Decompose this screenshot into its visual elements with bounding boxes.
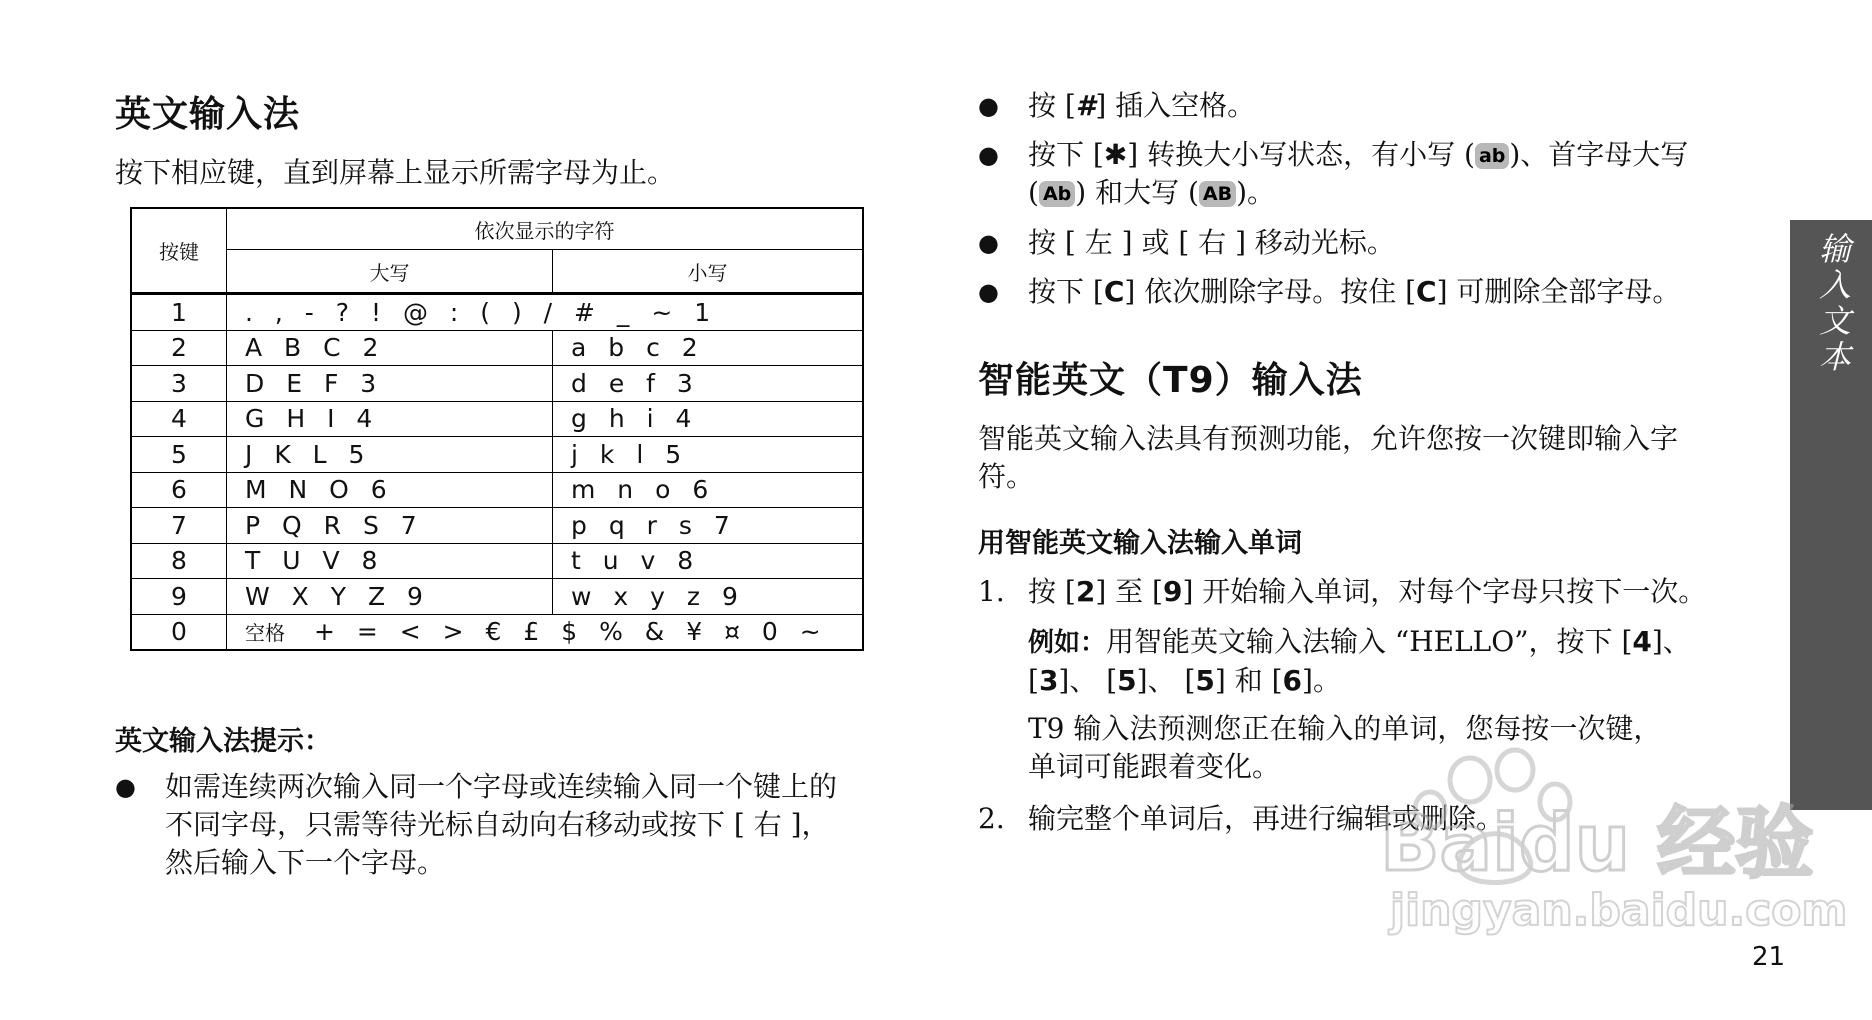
text: )。	[1236, 176, 1276, 209]
english-input-intro: 按下相应键，直到屏幕上显示所需字母为止。	[115, 156, 676, 189]
key: 5	[1117, 664, 1137, 697]
table-row	[131, 579, 863, 615]
text: ]、 [	[1136, 664, 1196, 697]
table-cell-lower: m n o 6	[553, 472, 864, 508]
text: ) 和大写 (	[1075, 176, 1199, 209]
bullet-delete	[978, 273, 1680, 311]
table-row	[131, 472, 863, 508]
table-cell-key: 7	[131, 508, 227, 544]
symbol-chars: + = < > € £ $ % & ¥ ¤ 0 ~	[313, 617, 828, 647]
section-heading-t9	[978, 352, 1363, 403]
text: 智能英文输入法具有预测功能，允许您按一次键即输入字	[978, 422, 1679, 455]
key: 9	[1162, 575, 1183, 608]
text: 智能英文（	[978, 360, 1164, 401]
text: T9 输入法预测您正在输入的单词，您每按一次键，	[1028, 712, 1662, 745]
table-row	[131, 366, 863, 402]
text: 按 [	[1028, 575, 1076, 608]
section-heading-english-input: 英文输入法	[115, 94, 301, 135]
table-cell-lower: g h i 4	[553, 401, 864, 437]
step-1	[978, 573, 1778, 611]
table-row	[131, 543, 863, 579]
key: 4	[1632, 625, 1652, 658]
table-cell-key: 4	[131, 401, 227, 437]
tip-line: 然后输入下一个字母。	[165, 846, 446, 879]
table-cell-upper: T U V 8	[227, 543, 553, 579]
table-cell-key: 5	[131, 437, 227, 473]
c-key: C	[1103, 275, 1125, 308]
table-row	[131, 294, 863, 331]
text: 按下 [	[1028, 275, 1104, 308]
text: [	[1028, 664, 1039, 697]
text: ] 和 [	[1214, 664, 1283, 697]
watermark-url: jingyan.baidu.com	[1390, 885, 1848, 936]
table-cell-key: 8	[131, 543, 227, 579]
chapter-side-label: 输入文本	[1814, 232, 1852, 376]
tip-line: 不同字母，只需等待光标自动向右移动或按下 [ 右 ]，	[165, 808, 830, 841]
text: ]、	[1651, 625, 1691, 658]
table-row	[131, 437, 863, 473]
capitalize-mode-icon: Ab	[1039, 181, 1075, 207]
table-cell-lower: a b c 2	[553, 330, 864, 366]
text: ] 转换大小写状态，有小写 (	[1127, 138, 1475, 171]
t9-intro	[978, 420, 1758, 496]
text: ] 至 [	[1095, 575, 1163, 608]
step-number: 2.	[978, 802, 1005, 835]
table-header-upper: 大写	[227, 250, 553, 294]
text: ] 开始输入单词，对每个字母只按下一次。	[1182, 575, 1707, 608]
table-cell-upper: P Q R S 7	[227, 508, 553, 544]
table-cell-upper: A B C 2	[227, 330, 553, 366]
text: 符。	[978, 460, 1035, 493]
bullet-icon: ●	[978, 92, 999, 120]
bullet-insert-space	[978, 87, 1255, 125]
sub-heading-input-words: 用智能英文输入法输入单词	[978, 528, 1302, 559]
tip-line: 如需连续两次输入同一个字母或连续输入同一个键上的	[165, 770, 838, 803]
table-cell-key: 9	[131, 579, 227, 615]
text: )、首字母大写	[1509, 138, 1689, 171]
text: 单词可能跟着变化。	[1028, 750, 1281, 783]
table-cell-key: 1	[131, 294, 227, 331]
table-header-chars: 依次显示的字符	[227, 208, 864, 250]
page-number: 21	[1752, 942, 1786, 972]
table-cell-upper: M N O 6	[227, 472, 553, 508]
key: 3	[1038, 664, 1059, 697]
star-key-icon: ✱	[1103, 138, 1128, 171]
step-number: 1.	[978, 575, 1005, 608]
example-label: 例如：	[1028, 628, 1107, 658]
table-cell-upper: W X Y Z 9	[227, 579, 553, 615]
lowercase-mode-icon: ab	[1475, 143, 1509, 169]
table-cell-lower: p q r s 7	[553, 508, 864, 544]
table-row	[131, 508, 863, 544]
tips-heading: 英文输入法提示：	[115, 726, 331, 757]
text: 按 [	[1028, 89, 1076, 122]
table-cell-key: 2	[131, 330, 227, 366]
hash-key-icon: #	[1075, 89, 1096, 122]
bullet-icon: ●	[978, 278, 999, 306]
uppercase-mode-icon: AB	[1199, 181, 1236, 207]
text: ] 插入空格。	[1095, 89, 1256, 122]
table-cell-lower: w x y z 9	[553, 579, 864, 615]
table-cell-key: 0	[131, 614, 227, 650]
key-character-table	[130, 207, 864, 651]
table-cell-lower: t u v 8	[553, 543, 864, 579]
text: ] 依次删除字母。按住 [	[1124, 275, 1417, 308]
table-row	[131, 401, 863, 437]
key: 2	[1075, 575, 1096, 608]
space-label: 空格	[245, 621, 285, 646]
table-row	[131, 614, 863, 650]
text: 用智能英文输入法输入 “HELLO”，按下 [	[1106, 625, 1633, 658]
bullet-icon: ●	[978, 229, 999, 257]
table-cell-chars	[227, 614, 864, 650]
watermark-brand: Baidu 经验	[1380, 799, 1814, 889]
bullet-case-toggle	[978, 136, 1758, 212]
table-cell-chars: . , - ? ! @ : ( ) / # _ ~ 1	[227, 294, 864, 331]
text: 按 [ 左 ] 或 [ 右 ] 移动光标。	[1028, 226, 1395, 259]
text: ] 可删除全部字母。	[1436, 275, 1681, 308]
bullet-icon: ●	[115, 773, 136, 801]
text: ]、 [	[1058, 664, 1118, 697]
table-cell-upper: D E F 3	[227, 366, 553, 402]
baidu-watermark-logo	[1320, 740, 1848, 940]
table-row	[131, 330, 863, 366]
table-header-lower: 小写	[553, 250, 864, 294]
text: 按下 [	[1028, 138, 1104, 171]
text: (	[1028, 176, 1039, 209]
tip-item	[115, 768, 915, 882]
table-cell-upper: G H I 4	[227, 401, 553, 437]
bullet-move-cursor	[978, 224, 1395, 262]
table-cell-key: 3	[131, 366, 227, 402]
table-cell-upper: J K L 5	[227, 437, 553, 473]
c-key: C	[1416, 275, 1437, 308]
table-header-key: 按键	[131, 208, 227, 294]
text: ）输入法	[1214, 360, 1363, 401]
text: T9	[1163, 360, 1215, 401]
key: 5	[1195, 664, 1215, 697]
key: 6	[1282, 664, 1303, 697]
example-block	[1028, 623, 1778, 700]
bullet-icon: ●	[978, 141, 999, 169]
table-cell-key: 6	[131, 472, 227, 508]
text: 输完整个单词后，再进行编辑或删除。	[1028, 802, 1505, 835]
table-cell-lower: j k l 5	[553, 437, 864, 473]
table-cell-lower: d e f 3	[553, 366, 864, 402]
text: ]。	[1302, 664, 1341, 697]
